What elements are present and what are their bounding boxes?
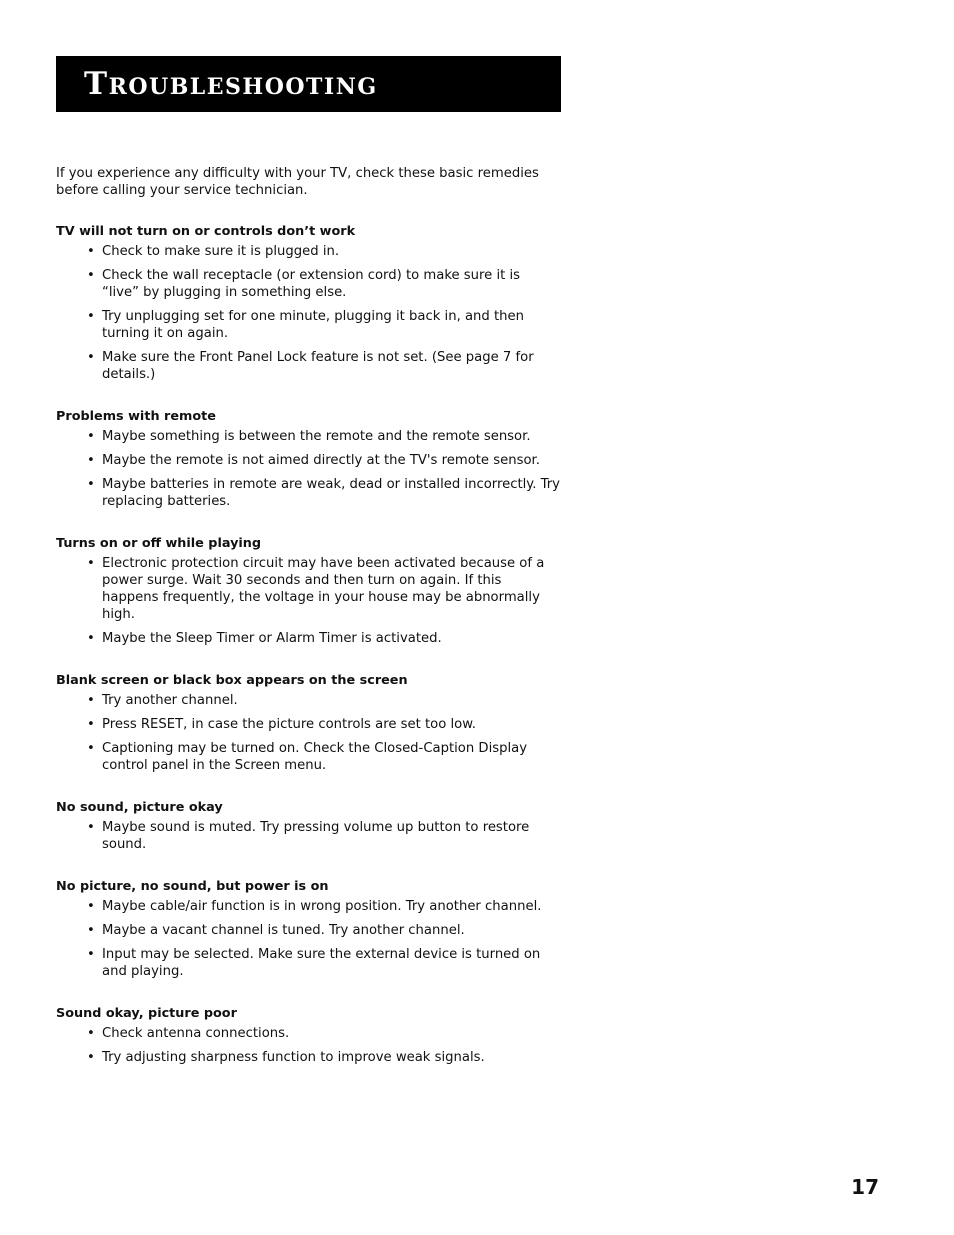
bullet-icon: •: [87, 309, 95, 324]
remedy-list: [56, 898, 561, 980]
remedy-list: [56, 692, 561, 774]
bullet-icon: •: [87, 923, 95, 938]
remedy-item: [56, 1025, 561, 1042]
remedy-list: [56, 819, 561, 853]
remedy-item: [56, 1049, 561, 1066]
remedy-text: Check to make sure it is plugged in.: [102, 244, 340, 259]
remedy-item: [56, 428, 561, 445]
remedy-text: Maybe sound is muted. Try pressing volume up button to restore sound.: [102, 820, 530, 852]
remedy-item: [56, 898, 561, 915]
bullet-icon: •: [87, 1026, 95, 1041]
remedy-text: Maybe something is between the remote and the remote sensor.: [102, 429, 531, 444]
remedy-item: [56, 555, 561, 623]
remedy-text: Try unplugging set for one minute, plugging it back in, and then turning it on again.: [102, 309, 524, 341]
remedy-text: Maybe the remote is not aimed directly at the TV's remote sensor.: [102, 453, 540, 468]
remedy-text: Maybe the Sleep Timer or Alarm Timer is activated.: [102, 631, 442, 646]
bullet-icon: •: [87, 741, 95, 756]
remedy-item: [56, 308, 561, 342]
remedy-text: Input may be selected. Make sure the external device is turned on and playing.: [102, 947, 541, 979]
section-heading: Sound okay, picture poor: [56, 1006, 237, 1021]
remedy-item: [56, 349, 561, 383]
remedy-text: Press RESET, in case the picture controls are set too low.: [102, 717, 476, 732]
remedy-item: [56, 630, 561, 647]
troubleshooting-sections: [56, 223, 561, 1066]
bullet-icon: •: [87, 244, 95, 259]
bullet-icon: •: [87, 429, 95, 444]
bullet-icon: •: [87, 453, 95, 468]
bullet-icon: •: [87, 1050, 95, 1065]
remedy-item: [56, 946, 561, 980]
remedy-list: [56, 428, 561, 510]
remedy-list: [56, 243, 561, 383]
troubleshooting-section: [56, 672, 561, 774]
bullet-icon: •: [87, 693, 95, 708]
section-heading: TV will not turn on or controls don’t work: [56, 224, 356, 239]
troubleshooting-content: [56, 165, 561, 1091]
remedy-text: Try adjusting sharpness function to improve weak signals.: [102, 1050, 485, 1065]
remedy-item: [56, 452, 561, 469]
section-heading: Turns on or off while playing: [56, 536, 262, 551]
bullet-icon: •: [87, 947, 95, 962]
bullet-icon: •: [87, 631, 95, 646]
troubleshooting-section: [56, 535, 561, 647]
section-heading: No sound, picture okay: [56, 800, 223, 815]
page-title-banner: [56, 56, 561, 112]
remedy-text: Check the wall receptacle (or extension cord) to make sure it is “live” by plugging in something else.: [102, 268, 521, 300]
remedy-text: Captioning may be turned on. Check the Closed-Caption Display control panel in the Screen menu.: [102, 741, 528, 773]
remedy-item: [56, 819, 561, 853]
bullet-icon: •: [87, 820, 95, 835]
remedy-list: [56, 1025, 561, 1066]
section-heading: Blank screen or black box appears on the screen: [56, 673, 408, 688]
bullet-icon: •: [87, 717, 95, 732]
remedy-item: [56, 476, 561, 510]
bullet-icon: •: [87, 556, 95, 571]
remedy-item: [56, 692, 561, 709]
remedy-list: [56, 555, 561, 647]
remedy-text: Try another channel.: [102, 693, 238, 708]
remedy-item: [56, 243, 561, 260]
remedy-item: [56, 716, 561, 733]
section-heading: No picture, no sound, but power is on: [56, 879, 329, 894]
remedy-text: Maybe a vacant channel is tuned. Try another channel.: [102, 923, 465, 938]
page-title: Troubleshooting: [84, 66, 378, 102]
bullet-icon: •: [87, 350, 95, 365]
section-heading: Problems with remote: [56, 409, 216, 424]
troubleshooting-section: [56, 408, 561, 510]
bullet-icon: •: [87, 268, 95, 283]
page-number: 17: [851, 1175, 879, 1199]
remedy-text: Check antenna connections.: [102, 1026, 290, 1041]
bullet-icon: •: [87, 477, 95, 492]
intro-paragraph: If you experience any difficulty with your TV, check these basic remedies before calling your service technician.: [56, 166, 539, 198]
troubleshooting-section: [56, 878, 561, 980]
remedy-text: Maybe cable/air function is in wrong position. Try another channel.: [102, 899, 542, 914]
troubleshooting-section: [56, 223, 561, 383]
troubleshooting-section: [56, 1005, 561, 1066]
bullet-icon: •: [87, 899, 95, 914]
remedy-text: Make sure the Front Panel Lock feature is not set. (See page 7 for details.): [102, 350, 534, 382]
troubleshooting-section: [56, 799, 561, 853]
remedy-text: Maybe batteries in remote are weak, dead or installed incorrectly. Try replacing batteries.: [102, 477, 560, 509]
remedy-item: [56, 267, 561, 301]
remedy-text: Electronic protection circuit may have been activated because of a power surge. Wait 30 seconds and then turn on again. If this happens frequently, the voltage in your house may be abnormally high.: [102, 556, 545, 622]
remedy-item: [56, 922, 561, 939]
remedy-item: [56, 740, 561, 774]
